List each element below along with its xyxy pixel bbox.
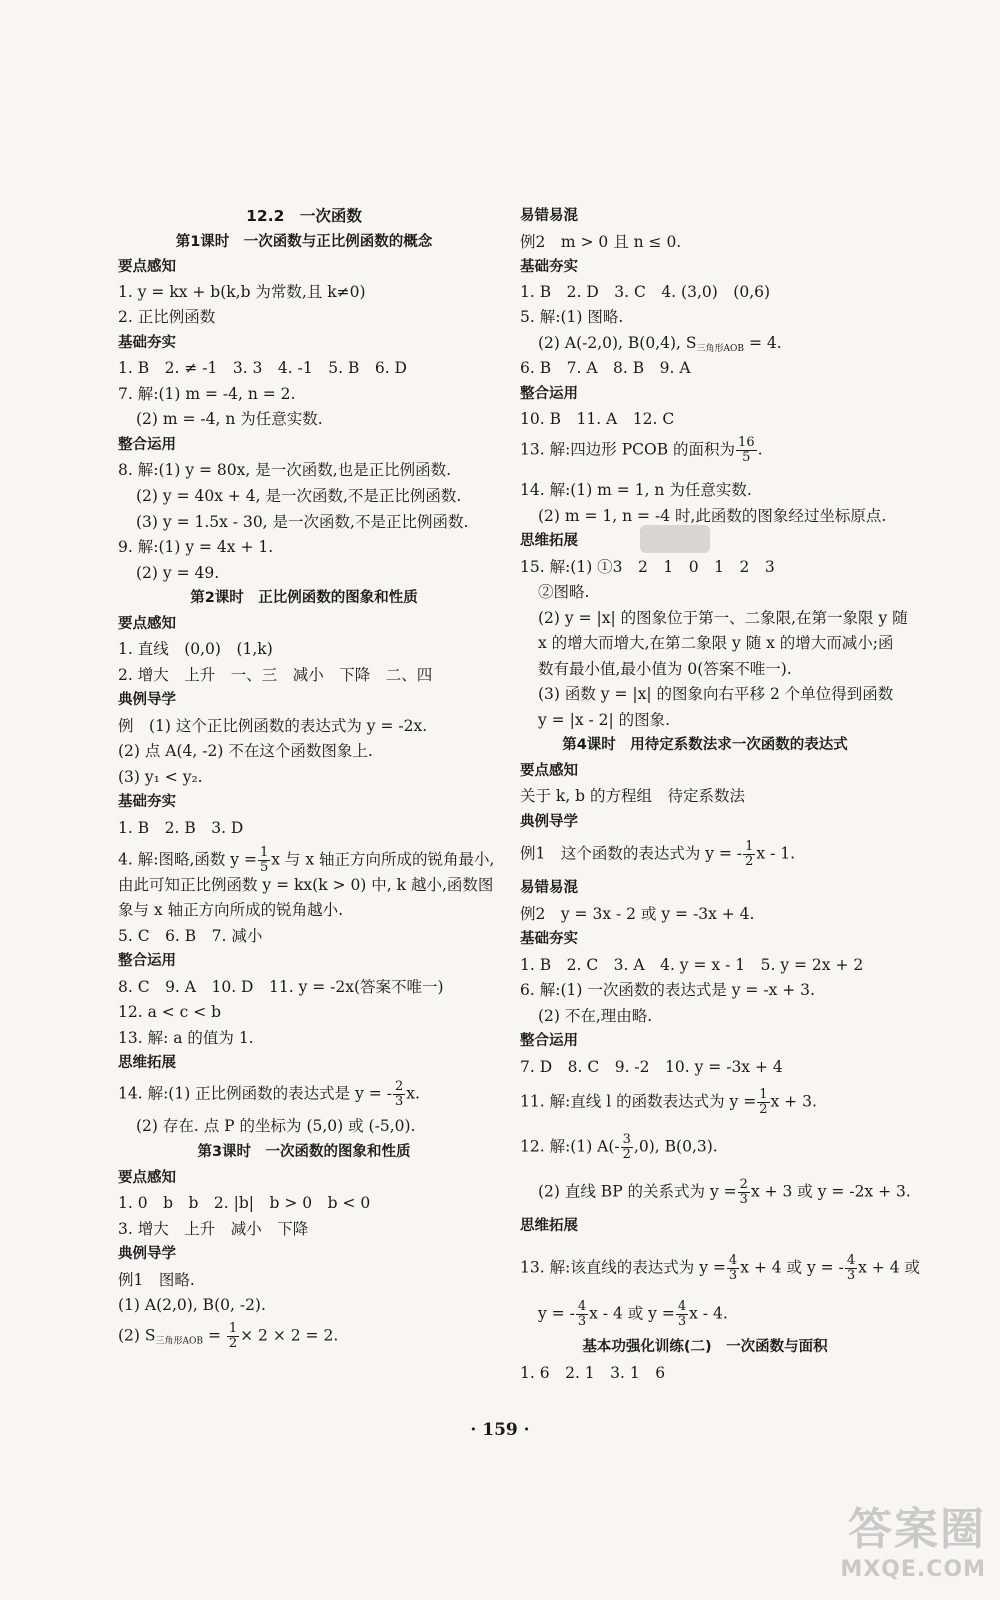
answer-line: 14. 解:(1) m = 1, n 为任意实数. — [520, 481, 752, 499]
answer-line-fraction: y = - $\frac{4}{3}$ x - 4 或 y = $\frac{4}{3}$ x - 4. — [538, 1299, 728, 1329]
answer-line: 1. 6 2. 1 3. 1 6 — [520, 1364, 666, 1382]
answer-line-fraction: (2) $S_{三角形AOB}$ = $\frac{1}{2}$ × 2 × 2 = 2. — [118, 1321, 339, 1351]
section-title: 12.2 一次函数 — [246, 207, 362, 225]
answer-line: 例2 y = 3x - 2 或 y = -3x + 4. — [520, 905, 755, 923]
answer-line: 1. 直线 (0,0) (1,k) — [118, 640, 273, 658]
fraction: $\frac{1}{2}$ — [745, 839, 754, 869]
fraction: $\frac{2}{3}$ — [739, 1177, 748, 1207]
answer-line: 例2 m > 0 且 n ≤ 0. — [520, 233, 682, 251]
fraction: $\frac{4}{3}$ — [846, 1253, 856, 1283]
answer-line-subscript: (2) A(-2,0), B(0,4), $S_{三角形AOB} = 4$. — [538, 334, 782, 354]
heading-integration: 整合运用 — [520, 386, 578, 402]
answer-line: (2) y = 40x + 4, 是一次函数,不是正比例函数. — [136, 487, 462, 505]
watermark-url: MXQE.COM — [840, 1557, 986, 1582]
heading-examples: 典例导学 — [118, 692, 176, 708]
heading-key-points: 要点感知 — [520, 763, 578, 779]
answer-line: (3) 函数 y = |x| 的图象向右平移 2 个单位得到函数 — [538, 685, 894, 703]
page-number: · 159 · — [470, 1420, 530, 1440]
answer-line: (2) 点 A(4, -2) 不在这个函数图象上. — [118, 742, 373, 760]
answer-line: 6. B 7. A 8. B 9. A — [520, 359, 691, 377]
answer-line: 7. 解:(1) m = -4, n = 2. — [118, 385, 296, 403]
heading-basics: 基础夯实 — [118, 794, 176, 810]
training-title: 基本功强化训练(二) 一次函数与面积 — [582, 1339, 828, 1355]
answer-line: 7. D 8. C 9. -2 10. y = -3x + 4 — [520, 1058, 783, 1076]
fraction: $\frac{2}{3}$ — [394, 1079, 404, 1109]
answer-line-fraction: 14. 解:(1) 正比例函数的表达式是 y = - $\frac{2}{3}$ x. — [118, 1079, 420, 1109]
answer-line: 8. C 9. A 10. D 11. y = -2x(答案不唯一) — [118, 978, 444, 996]
answer-line: (2) y = |x| 的图象位于第一、二象限,在第一象限 y 随 — [538, 609, 908, 627]
heading-basics: 基础夯实 — [520, 259, 578, 275]
answer-line: 1. B 2. D 3. C 4. (3,0) (0,6) — [520, 283, 771, 301]
answer-line: 例1 图略. — [118, 1271, 195, 1289]
answer-line: ②图略. — [538, 583, 590, 601]
lesson-3-title: 第3课时 一次函数的图象和性质 — [197, 1144, 411, 1160]
ink-smudge — [640, 525, 710, 553]
heading-extension: 思维拓展 — [520, 1218, 578, 1234]
watermark-text: 答案圈 — [848, 1504, 986, 1555]
answer-line: 3. 增大 上升 减小 下降 — [118, 1220, 309, 1238]
answer-line: 1. y = kx + b(k,b 为常数,且 k≠0) — [118, 283, 366, 301]
answer-line-fraction: 13. 解:四边形 PCOB 的面积为 $\frac{16}{5}$ . — [520, 435, 763, 465]
answer-line-fraction: 4. 解:图略,函数 y = $\frac{1}{5}$ x 与 x 轴正方向所成的锐角最小, — [118, 845, 495, 875]
lesson-2-title: 第2课时 正比例函数的图象和性质 — [190, 590, 418, 606]
answer-line: 1. B 2. B 3. D — [118, 819, 244, 837]
heading-basics: 基础夯实 — [520, 931, 578, 947]
answer-line: (2) m = 1, n = -4 时,此函数的图象经过坐标原点. — [538, 507, 887, 525]
answer-line: 5. 解:(1) 图略. — [520, 308, 624, 326]
fraction: $\frac{4}{3}$ — [728, 1253, 738, 1283]
fraction: $\frac{4}{3}$ — [677, 1299, 687, 1329]
answer-line: x 的增大而增大,在第二象限 y 随 x 的增大而减小;函 — [538, 634, 894, 652]
answer-line: 由此可知正比例函数 y = kx(k > 0) 中, k 越小,函数图 — [118, 876, 494, 894]
answer-line-fraction: (2) 直线 BP 的关系式为 y = $\frac{2}{3}$ x + 3 或 y = -2x + 3. — [538, 1177, 911, 1207]
heading-integration: 整合运用 — [520, 1033, 578, 1049]
answer-line: (1) A(2,0), B(0, -2). — [118, 1296, 266, 1314]
heading-basics: 基础夯实 — [118, 335, 176, 351]
heading-integration: 整合运用 — [118, 953, 176, 969]
answer-line: 13. 解: a 的值为 1. — [118, 1029, 254, 1047]
answer-line-fraction: 13. 解:该直线的表达式为 y = $\frac{4}{3}$ x + 4 或 y = - $\frac{4}{3}$ x + 4 或 — [520, 1253, 920, 1283]
answer-line: (3) y = 1.5x - 30, 是一次函数,不是正比例函数. — [136, 513, 469, 531]
answer-line: 6. 解:(1) 一次函数的表达式是 y = -x + 3. — [520, 981, 815, 999]
answer-line-fraction: 例1 这个函数的表达式为 y = - $\frac{1}{2}$ x - 1. — [520, 839, 796, 869]
fraction: $\frac{1}{5}$ — [259, 845, 269, 875]
answer-line: (2) m = -4, n 为任意实数. — [136, 410, 323, 428]
answer-line: 10. B 11. A 12. C — [520, 410, 675, 428]
lesson-1-title: 第1课时 一次函数与正比例函数的概念 — [175, 234, 433, 250]
heading-extension: 思维拓展 — [118, 1055, 176, 1071]
fraction: $\frac{1}{2}$ — [228, 1321, 238, 1351]
answer-line: 关于 k, b 的方程组 待定系数法 — [520, 787, 746, 805]
heading-common-errors: 易错易混 — [520, 208, 578, 224]
answer-line-fraction: 12. 解:(1) A(- $\frac{3}{2}$ ,0), B(0,3). — [520, 1132, 718, 1162]
answer-line: 9. 解:(1) y = 4x + 1. — [118, 538, 274, 556]
fraction: $\frac{3}{2}$ — [622, 1132, 631, 1162]
answer-line: 1. B 2. ≠ -1 3. 3 4. -1 5. B 6. D — [118, 359, 407, 377]
watermark-logo — [840, 1493, 986, 1582]
answer-line-fraction: 11. 解:直线 l 的函数表达式为 y = $\frac{1}{2}$ x + 3. — [520, 1087, 817, 1117]
answer-line: 数有最小值,最小值为 0(答案不唯一). — [538, 660, 792, 678]
answer-line: y = |x - 2| 的图象. — [538, 711, 671, 729]
answer-line: (2) 存在. 点 P 的坐标为 (5,0) 或 (-5,0). — [136, 1117, 416, 1135]
answer-line: 2. 增大 上升 一、三 减小 下降 二、四 — [118, 666, 433, 684]
heading-integration: 整合运用 — [118, 437, 176, 453]
answer-line: (3) y₁ < y₂. — [118, 768, 203, 786]
fraction: $\frac{16}{5}$ — [738, 435, 755, 465]
lesson-4-title: 第4课时 用待定系数法求一次函数的表达式 — [562, 737, 848, 753]
heading-key-points: 要点感知 — [118, 259, 176, 275]
answer-line: 2. 正比例函数 — [118, 308, 216, 326]
heading-key-points: 要点感知 — [118, 616, 176, 632]
answer-line: (2) y = 49. — [136, 564, 220, 582]
answer-line: 1. 0 b b 2. |b| b > 0 b < 0 — [118, 1194, 371, 1212]
heading-extension: 思维拓展 — [520, 533, 578, 549]
answer-line: 8. 解:(1) y = 80x, 是一次函数,也是正比例函数. — [118, 461, 452, 479]
answer-line: 12. a < c < b — [118, 1003, 222, 1021]
heading-examples: 典例导学 — [520, 814, 578, 830]
answer-line: 象与 x 轴正方向所成的锐角越小. — [118, 901, 344, 919]
answer-line: (2) 不在,理由略. — [538, 1007, 653, 1025]
answer-line: 15. 解:(1) ①3 2 1 0 1 2 3 — [520, 558, 775, 576]
answer-line: 例 (1) 这个正比例函数的表达式为 y = -2x. — [118, 717, 428, 735]
heading-key-points: 要点感知 — [118, 1170, 176, 1186]
heading-common-errors: 易错易混 — [520, 880, 578, 896]
answer-line: 5. C 6. B 7. 减小 — [118, 927, 263, 945]
fraction: $\frac{4}{3}$ — [577, 1299, 587, 1329]
heading-examples: 典例导学 — [118, 1246, 176, 1262]
fraction: $\frac{1}{2}$ — [759, 1087, 768, 1117]
answer-line: 1. B 2. C 3. A 4. y = x - 1 5. y = 2x + 2 — [520, 956, 864, 974]
